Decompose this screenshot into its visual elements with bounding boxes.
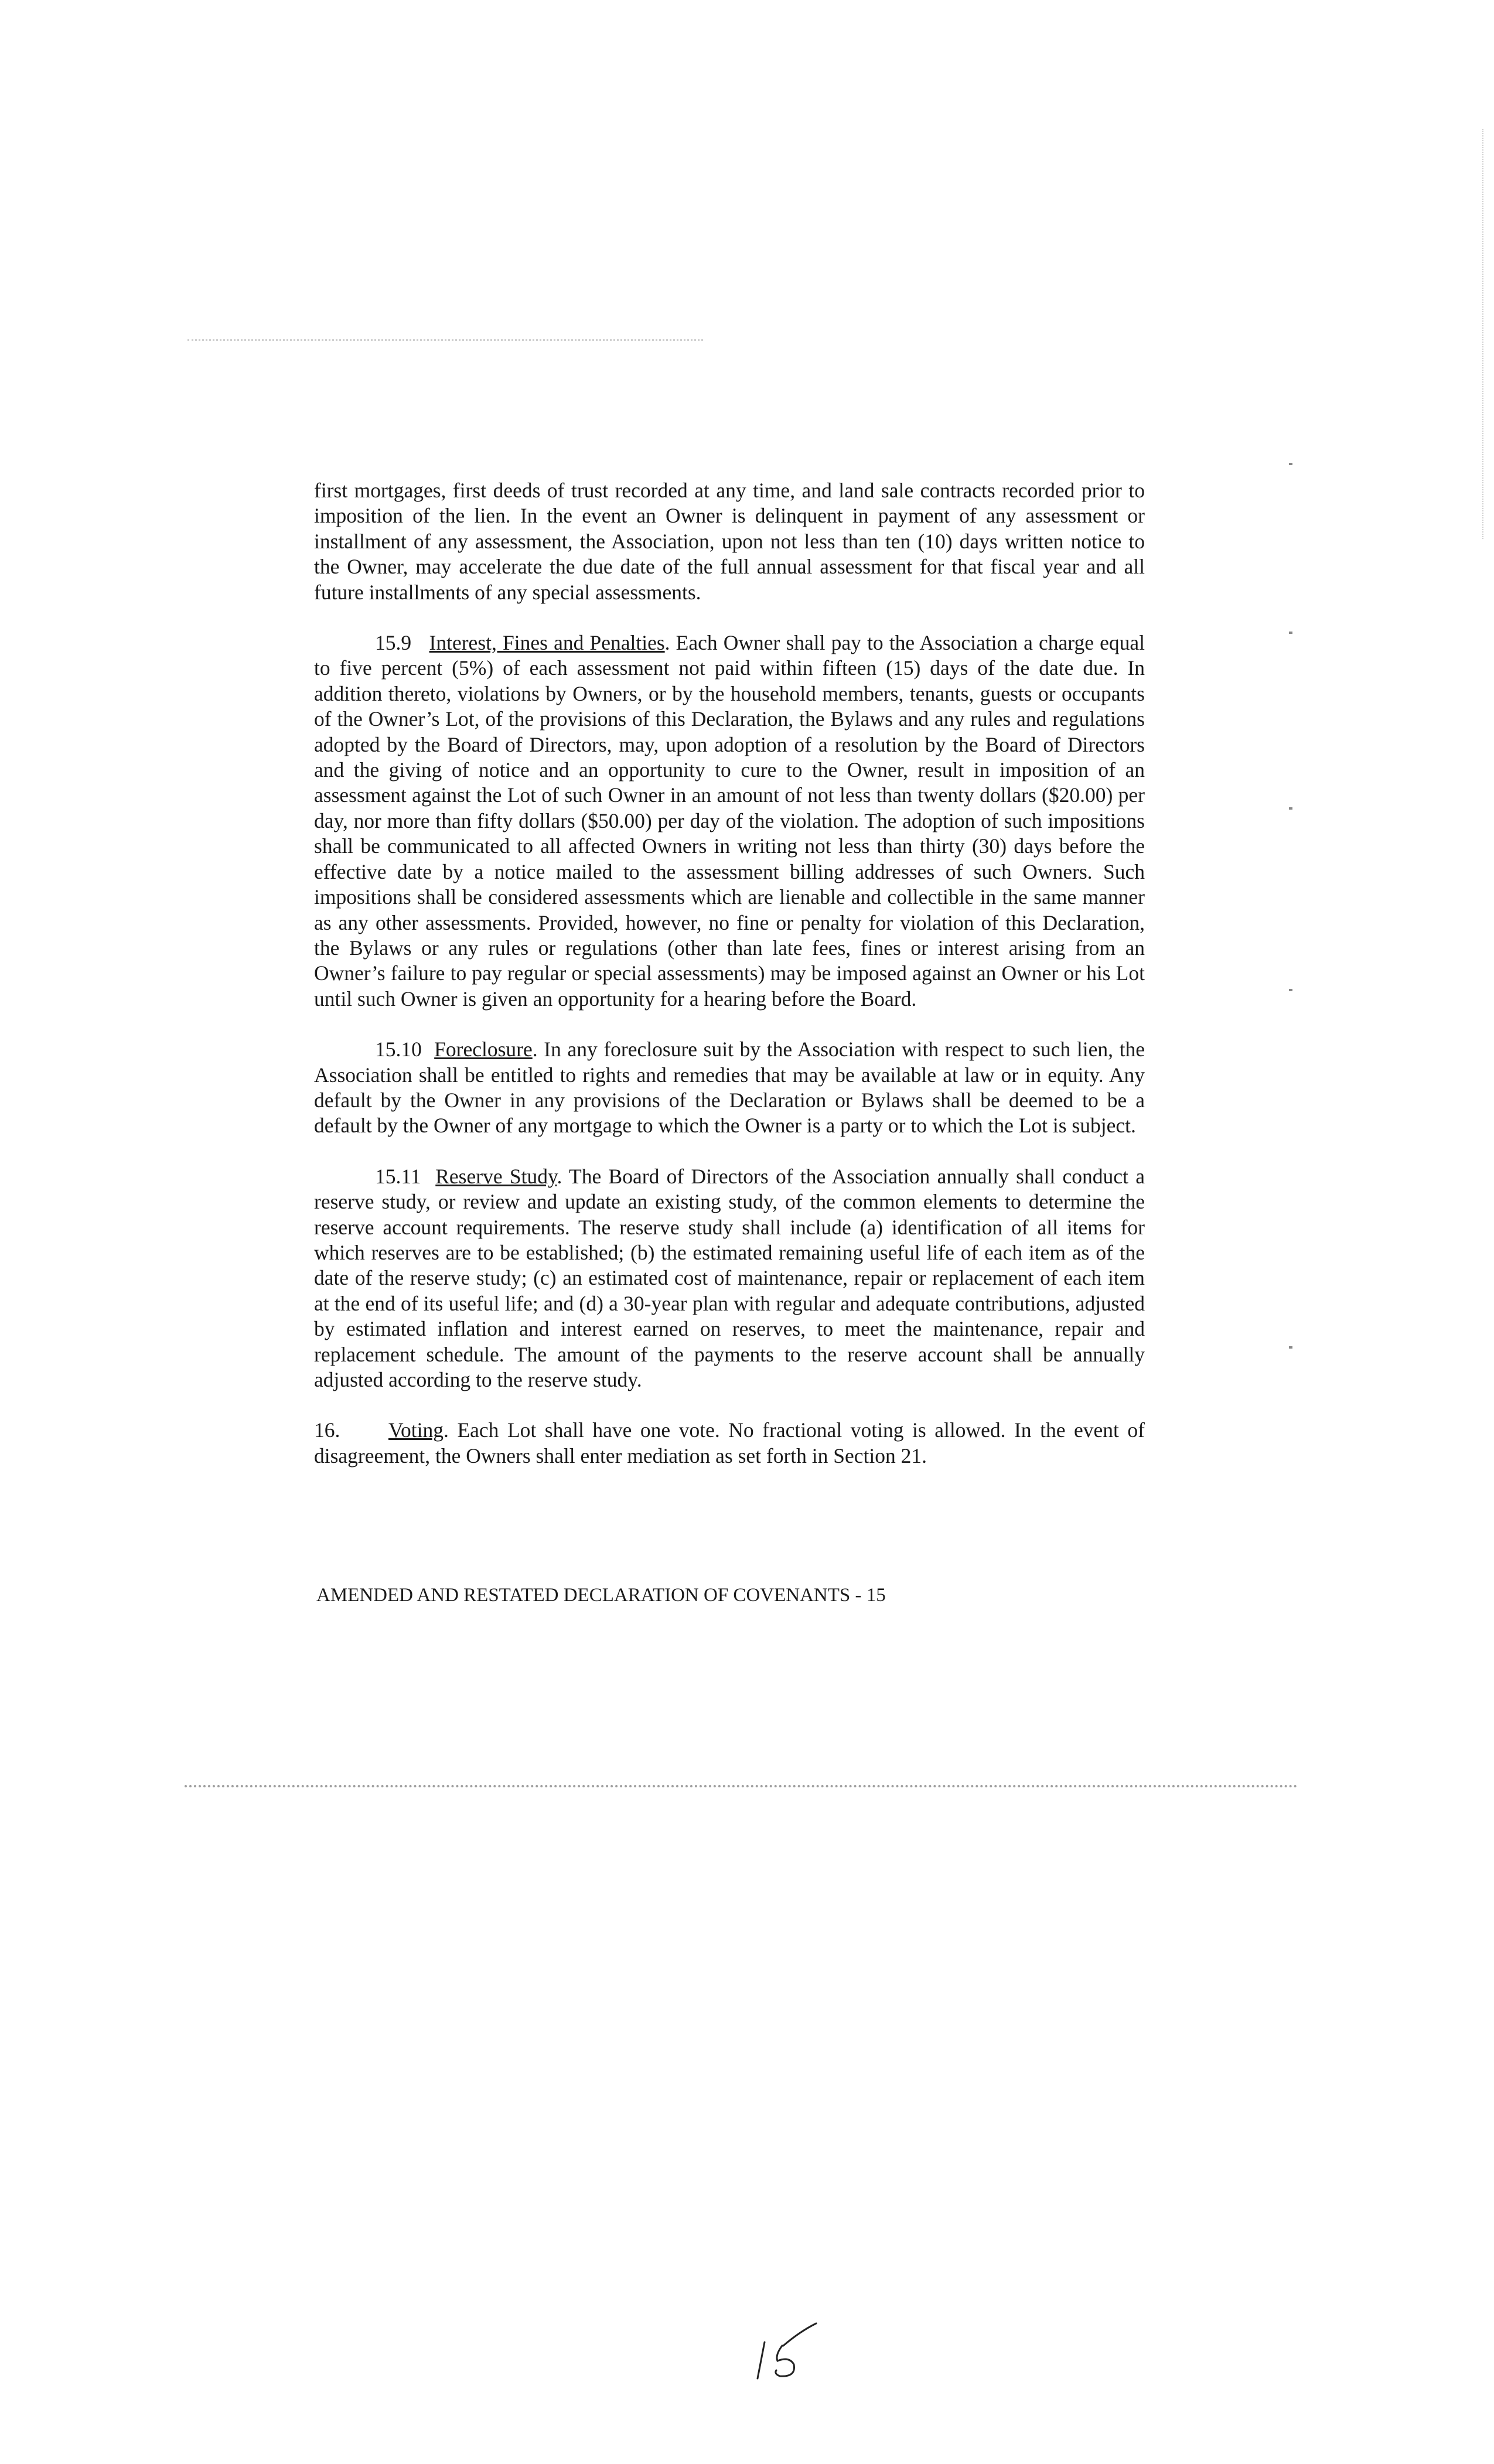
- section-body: . Each Owner shall pay to the Association a charge equal to five percent (5%) of each assessment not paid within fifteen (15) days of the date due. In addition thereto, violations by Owners, or by the household members, tenants, guests or occupants of the Owner’s Lot, of the provisions of this Declaration, the Bylaws and any rules and regulations adopted by the Board of Directors, may, upon adoption of a resolution by the Board of Directors and the giving of notice and an opportunity to cure to the Owner, result in imposition of an assessment against the Lot of such Owner in an amount of not less than twenty dollars ($20.00) per day, nor more than fifty dollars ($50.00) per day of the violation. The adoption of such impositions shall be communicated to all affected Owners in writing not less than thirty (30) days before the effective date by a notice mailed to the assessment billing addresses of such Owners. Such impositions shall be considered assessments which are lienable and collectible in the same manner as any other assessments. Provided, however, no fine or penalty for violation of this Declaration, the Bylaws or any rules or regulations (other than late fees, fines or interest arising from an Owner’s failure to pay regular or special assessments) may be imposed against an Owner or his Lot until such Owner is given an opportunity for a hearing before the Board.: [314, 631, 1145, 1011]
- section-body: . The Board of Directors of the Association annually shall conduct a reserve study, or review and update an existing study, of the common elements to determine the reserve account requirements. The reserve study shall include (a) identification of all items for which reserves are to be established; (b) the estimated remaining useful life of each item as of the date of the reserve study; (c) an estimated cost of maintenance, repair or replacement of each item at the end of its useful life; and (d) a 30-year plan with regular and adequate contributions, adjusted by estimated inflation and interest earned on reserves, to meet the maintenance, repair and replacement schedule. The amount of the payments to the reserve account shall be annually adjusted according to the reserve study.: [314, 1164, 1145, 1391]
- section-number: 15.10: [375, 1038, 422, 1062]
- margin-mark: [1289, 632, 1292, 634]
- section-number: 15.11: [375, 1164, 421, 1188]
- scan-artifact-top: [187, 339, 703, 341]
- margin-mark: [1289, 807, 1292, 810]
- section-title: Interest, Fines and Penalties: [429, 631, 665, 655]
- section-title: Foreclosure: [434, 1038, 533, 1062]
- margin-mark: [1289, 463, 1292, 465]
- section-number: 15.9: [375, 631, 412, 655]
- page-footer: AMENDED AND RESTATED DECLARATION OF COVENANTS - 15: [316, 1585, 886, 1606]
- handwritten-page-number: [753, 2320, 823, 2384]
- section-body: . Each Lot shall have one vote. No fractional voting is allowed. In the event of disagreement, the Owners shall enter mediation as set forth in Section 21.: [314, 1418, 1145, 1468]
- scan-artifact-bottom: [185, 1785, 1298, 1787]
- section-title: Reserve Study: [435, 1164, 557, 1188]
- paragraph-continuation: first mortgages, first deeds of trust recorded at any time, and land sale contracts recorded prior to imposition of the lien. In the event an Owner is delinquent in payment of any assessment or installment of any assessment, the Association, upon not less than ten (10) days written notice to the Owner, may accelerate the due date of the full annual assessment for that fiscal year and all future installments of any special assessments.: [314, 479, 1145, 604]
- section-title: Voting: [388, 1418, 444, 1442]
- section-16: [314, 1418, 1145, 1469]
- section-body: . In any foreclosure suit by the Association with respect to such lien, the Association shall be entitled to rights and remedies that may be available at law or in equity. Any default by the Owner in any provisions of the Declaration or Bylaws shall be deemed to be a default by the Owner of any mortgage to which the Owner is a party or to which the Lot is subject.: [314, 1038, 1145, 1138]
- section-15-9: [314, 630, 1145, 1012]
- document-body: [314, 478, 1145, 1469]
- scan-edge-specks: [1482, 129, 1486, 539]
- section-number: 16.: [314, 1418, 340, 1442]
- section-15-10: [314, 1037, 1145, 1139]
- margin-mark: [1289, 989, 1292, 991]
- section-15-11: [314, 1164, 1145, 1393]
- margin-mark: [1289, 1346, 1292, 1349]
